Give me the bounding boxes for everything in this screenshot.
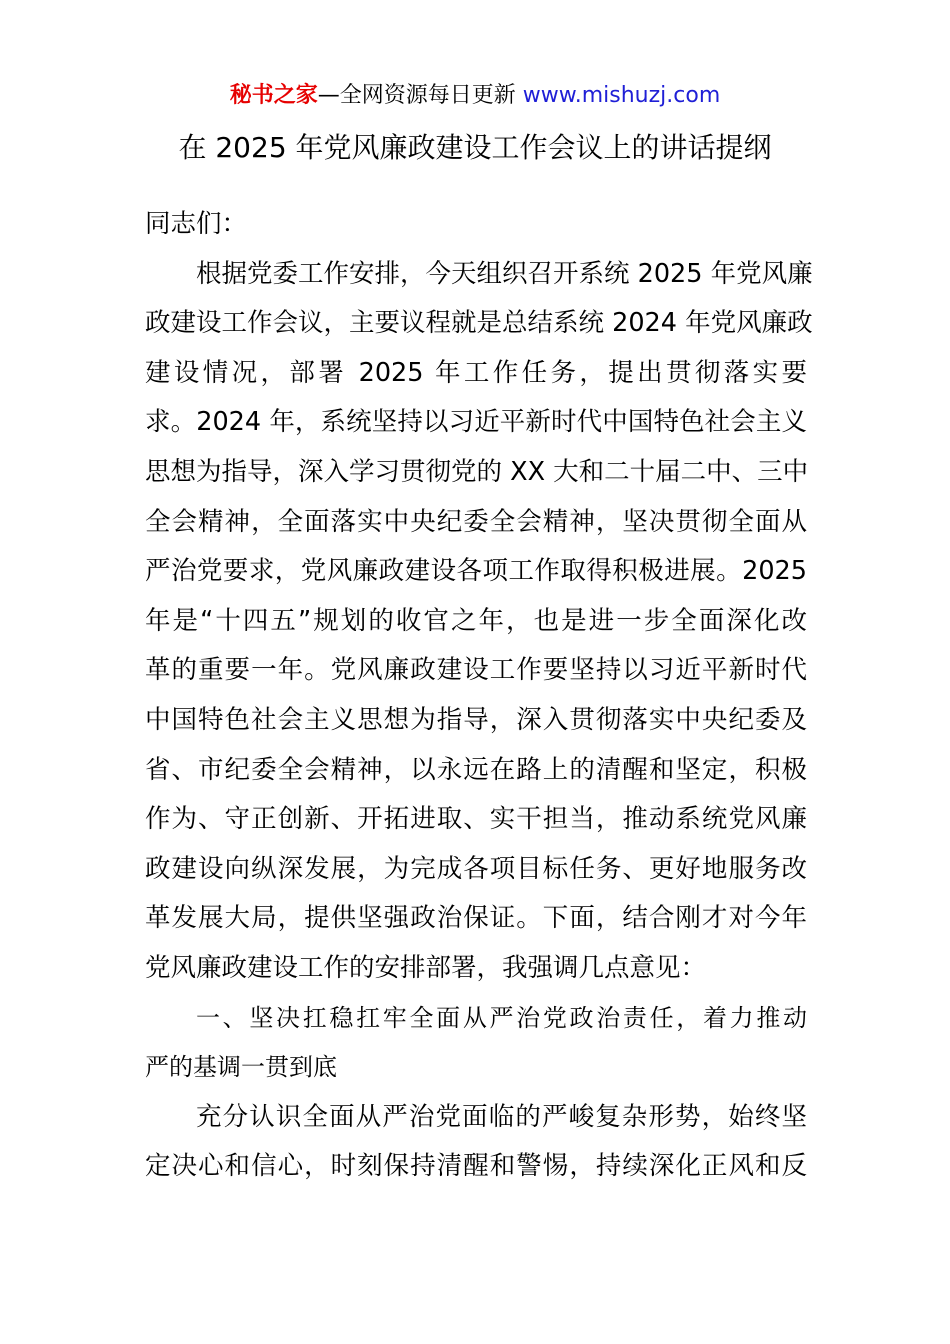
site-tagline: —全网资源每日更新 [317,83,523,108]
paragraph-line: 省、市纪委全会精神，以永远在路上的清醒和坚定，积极 [145,754,807,785]
paragraph-line: 年是“十四五”规划的收官之年，也是进一步全面深化改 [145,605,807,636]
paragraph-line: 定决心和信心，时刻保持清醒和警惕，持续深化正风和反 [145,1151,807,1182]
section-heading-line: 一、坚决扛稳扛牢全面从严治党政治责任，着力推动 [196,1003,807,1032]
site-url-link[interactable]: www.mishuzj.com [522,83,721,108]
paragraph-line: 政建设工作会议，主要议程就是总结系统 2024 年党风廉政 [145,308,813,339]
paragraph-line: 根据党委工作安排，今天组织召开系统 2025 年党风廉 [196,258,813,289]
paragraph-line: 求。2024 年，系统坚持以习近平新时代中国特色社会主义 [145,407,807,438]
site-brand: 秘书之家 [229,83,318,108]
paragraph-line: 革发展大局，提供坚强政治保证。下面，结合刚才对今年 [145,903,807,934]
site-banner [0,80,950,112]
paragraph-line: 思想为指导，深入学习贯彻党的 XX 大和二十届二中、三中 [145,456,809,487]
paragraph-line: 作为、守正创新、开拓进取、实干担当，推动系统党风廉 [145,804,807,835]
salutation: 同志们： [145,209,248,239]
paragraph-line: 严治党要求，党风廉政建设各项工作取得积极进展。2025 [145,556,807,587]
paragraph-line: 建设情况，部署 2025 年工作任务，提出贯彻落实要 [145,357,807,388]
paragraph-line: 全会精神，全面落实中央纪委全会精神，坚决贯彻全面从 [145,506,807,537]
document-body [145,200,813,1192]
document-title: 在 2025 年党风廉政建设工作会议上的讲话提纲 [178,131,772,164]
paragraph-line: 党风廉政建设工作的安排部署，我强调几点意见： [145,952,707,983]
paragraph-line: 政建设向纵深发展，为完成各项目标任务、更好地服务改 [145,853,807,884]
paragraph-line: 中国特色社会主义思想为指导，深入贯彻落实中央纪委及 [145,704,807,735]
paragraph-line: 充分认识全面从严治党面临的严峻复杂形势，始终坚 [196,1101,807,1132]
paragraph-line: 革的重要一年。党风廉政建设工作要坚持以习近平新时代 [145,655,807,686]
section-heading-line: 严的基调一贯到底 [145,1053,337,1082]
